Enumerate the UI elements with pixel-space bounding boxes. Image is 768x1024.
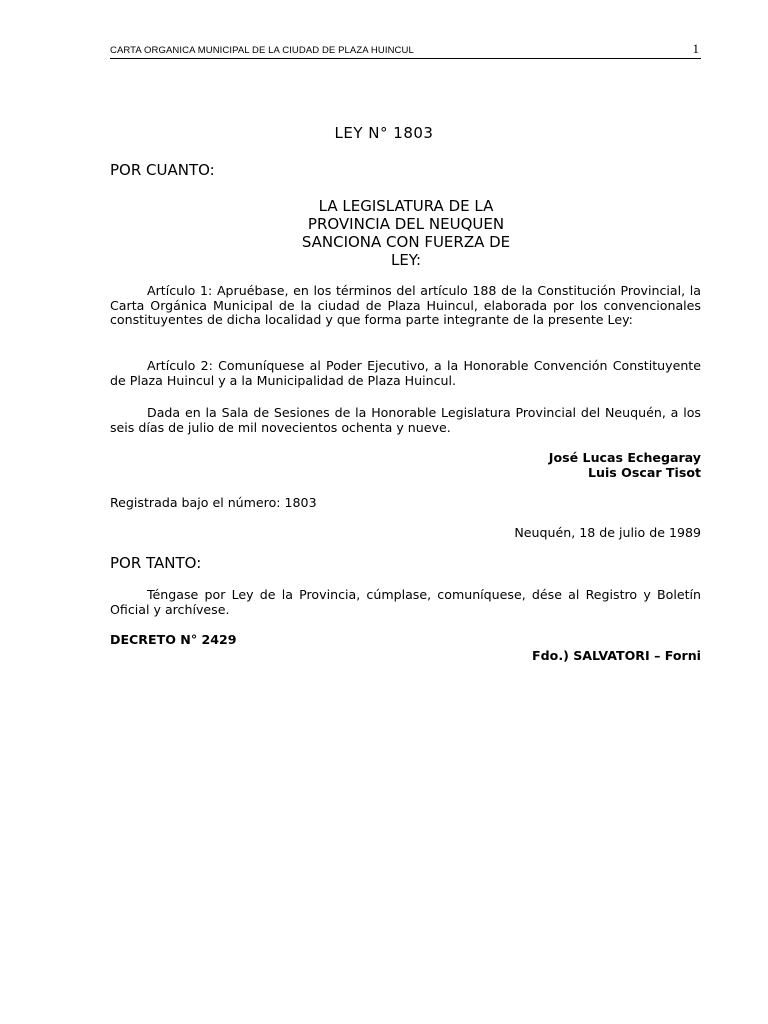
- sanciona-block: [0, 197, 768, 269]
- date-line: Neuquén, 18 de julio de 1989: [514, 525, 701, 540]
- sanciona-line-2: PROVINCIA DEL NEUQUEN: [307, 215, 505, 233]
- law-title: LEY N° 1803: [334, 124, 434, 142]
- articulo-2: Artículo 2: Comuníquese al Poder Ejecutivo, a la Honorable Convención Constituyente de Plaza Huincul y a la Municipalidad de Plaza Huincul.: [110, 358, 701, 388]
- sanciona-line-1: LA LEGISLATURA DE LA: [318, 197, 494, 215]
- sanciona-line-4: LEY:: [390, 251, 422, 269]
- signers-block: [549, 450, 701, 480]
- running-header: [110, 41, 701, 59]
- decreto-line: DECRETO N° 2429: [110, 632, 237, 647]
- header-title: CARTA ORGANICA MUNICIPAL DE LA CIUDAD DE PLAZA HUINCUL: [110, 45, 414, 56]
- page-number: 1: [692, 41, 699, 56]
- firma-line: Fdo.) SALVATORI – Forni: [532, 648, 701, 663]
- signer-tisot: Luis Oscar Tisot: [587, 465, 701, 480]
- tengase-paragraph: Téngase por Ley de la Provincia, cúmplase, comuníquese, dése al Registro y Boletín Oficial y archívese.: [110, 587, 701, 617]
- signer-echegaray: José Lucas Echegaray: [548, 450, 701, 465]
- por-cuanto-heading: POR CUANTO:: [110, 161, 215, 179]
- sanciona-line-3: SANCIONA CON FUERZA DE: [301, 233, 511, 251]
- articulo-1: Artículo 1: Apruébase, en los términos del artículo 188 de la Constitución Provincial, la Carta Orgánica Municipal de la ciudad de Plaza Huincul, elaborada por los convencionales constituyentes de dicha localidad y que forma parte integrante de la presente Ley:: [110, 283, 701, 328]
- por-tanto-heading: POR TANTO:: [110, 554, 202, 572]
- dada-paragraph: Dada en la Sala de Sesiones de la Honorable Legislatura Provincial del Neuquén, a los seis días de julio de mil novecientos ochenta y nueve.: [110, 405, 701, 435]
- registrada-line: Registrada bajo el número: 1803: [110, 495, 317, 510]
